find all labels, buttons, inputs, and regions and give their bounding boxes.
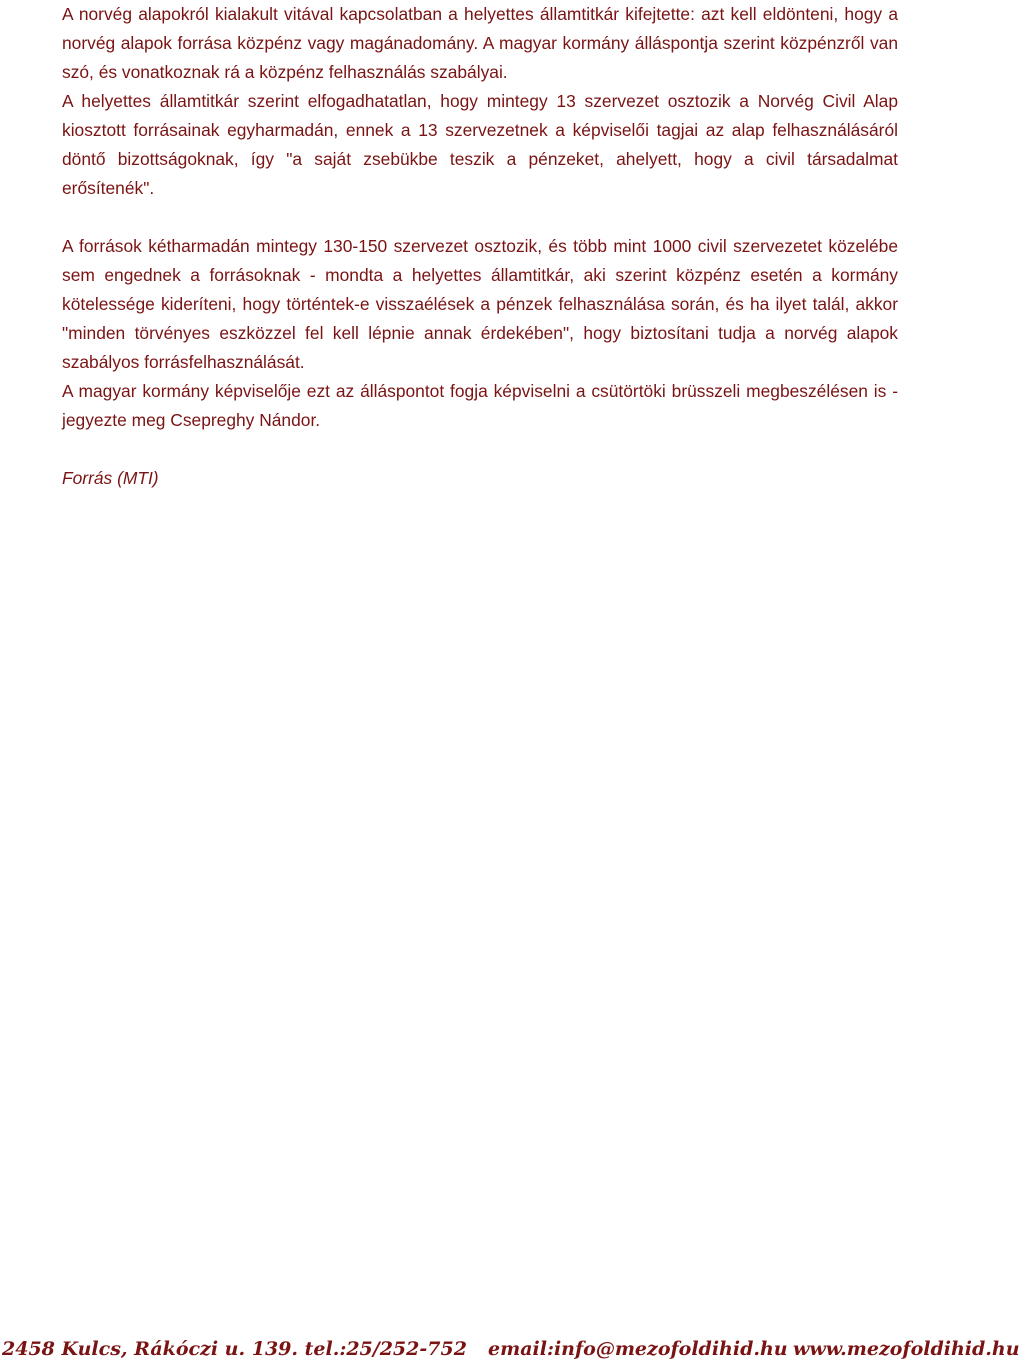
source-credit: Forrás (MTI): [62, 468, 159, 488]
article-paragraph-1: A norvég alapokról kialakult vitával kapcsolatban a helyettes államtitkár kifejtette: azt kell eldönteni, hogy a norvég alapok forrása közpénz vagy magánadomány. A magyar kormány álláspontja szerint közpénzről van szó, és vonatkoznak rá a közpénz felhasználás szabályai.: [62, 4, 898, 82]
page-footer: [0, 1334, 1020, 1364]
paragraph-spacer: [62, 203, 898, 232]
footer-email: email:info@mezofoldihid.hu: [488, 1338, 788, 1360]
article-body: [62, 0, 898, 493]
footer-address: 2458 Kulcs, Rákóczi u. 139. tel.:25/252-752: [2, 1338, 467, 1360]
paragraph-spacer: [62, 435, 898, 464]
article-paragraph-4: A magyar kormány képviselője ezt az álláspontot fogja képviselni a csütörtöki brüsszeli megbeszélésen is - jegyezte meg Csepreghy Nándor.: [62, 381, 898, 430]
article-paragraph-2: A helyettes államtitkár szerint elfogadhatatlan, hogy mintegy 13 szervezet osztozik a Norvég Civil Alap kiosztott forrásainak egyharmadán, ennek a 13 szervezetnek a képviselői tagjai az alap felhasználásáról döntő bizottságoknak, így "a saját zsebükbe teszik a pénzeket, ahelyett, hogy a civil társadalmat erősítenék".: [62, 91, 898, 198]
footer-website: www.mezofoldihid.hu: [793, 1338, 1020, 1360]
article-paragraph-3: A források kétharmadán mintegy 130-150 szervezet osztozik, és több mint 1000 civil szervezetet közelébe sem engednek a forrásoknak - mondta a helyettes államtitkár, aki szerint közpénz esetén a kormány kötelessége kideríteni, hogy történtek-e visszaélések a pénzek felhasználása során, és ha ilyet talál, akkor "minden törvényes eszközzel fel kell lépnie annak érdekében", hogy biztosítani tudja a norvég alapok szabályos forrásfelhasználását.: [62, 236, 898, 372]
